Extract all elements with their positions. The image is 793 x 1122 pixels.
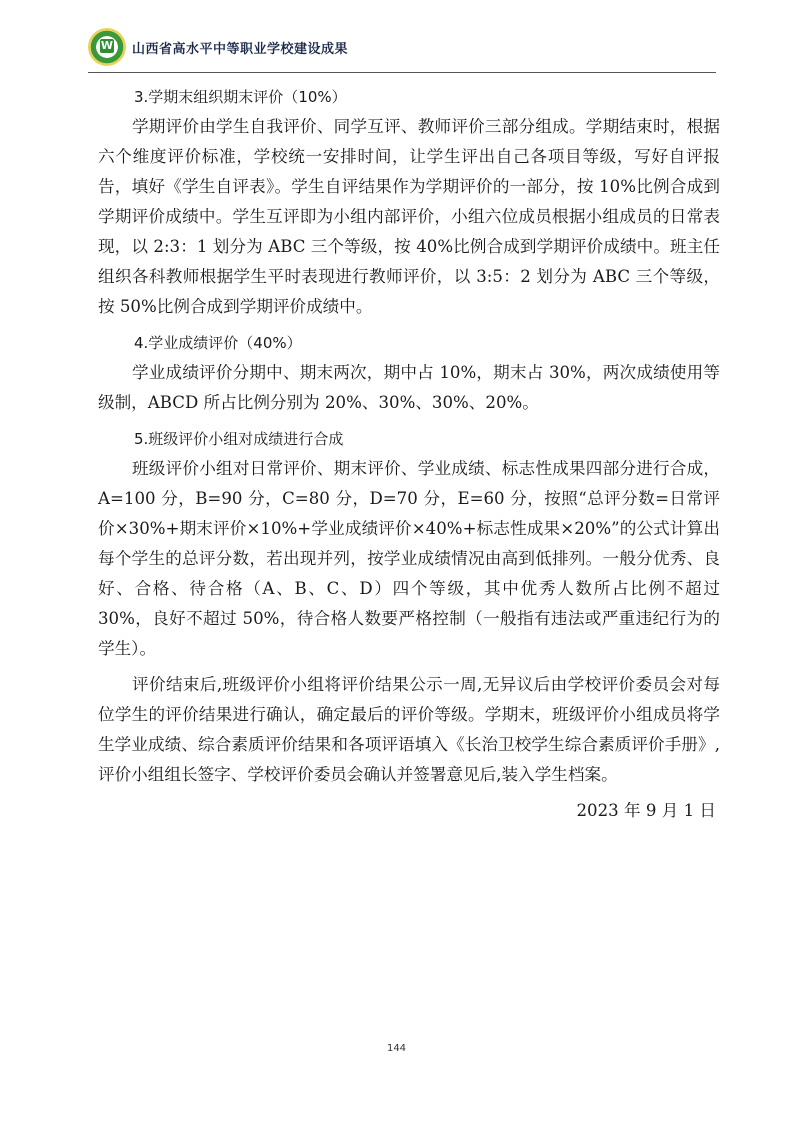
paragraph: 评价结束后,班级评价小组将评价结果公示一周,无异议后由学校评价委员会对每位学生的评价结果进行确认，确定最后的评价等级。学期末，班级评价小组成员将学生学业成绩、综合素质评价结果和各项评语填入《长治卫校学生综合素质评价手册》,评价小组组长签字、学校评价委员会确认并签署意见后,装入学生档案。	[98, 675, 720, 784]
page-number: 144	[386, 1043, 407, 1054]
document-body	[98, 82, 720, 826]
paragraph: 学业成绩评价分期中、期末两次，期中占 10%，期末占 30%，两次成绩使用等级制，ABCD 所占比例分别为 20%、30%、30%、20%。	[98, 363, 720, 412]
document-date: 2023 年 9 月 1 日	[576, 801, 716, 820]
page-header	[88, 28, 716, 73]
section-heading-3: 3.学期末组织期末评价（10%）	[134, 88, 347, 106]
section-heading-4: 4.学业成绩评价（40%）	[134, 334, 302, 352]
school-logo-icon: W	[88, 28, 126, 66]
header-title: 山西省高水平中等职业学校建设成果	[132, 42, 349, 57]
paragraph: 学期评价由学生自我评价、同学互评、教师评价三部分组成。学期结束时，根据六个维度评价标准，学校统一安排时间，让学生评出自己各项目等级，写好自评报告，填好《学生自评表》。学生自评结果作为学期评价的一部分，按 10%比例合成到学期评价成绩中。学生互评即为小组内部评价，小组六位成员根据小组成员的日常表现，以 2:3：1 划分为 ABC 三个等级，按 40%比例合成到学期评价成绩中。班主任组织各科教师根据学生平时表现进行教师评价，以 3:5：2 划分为 ABC 三个等级，按 50%比例合成到学期评价成绩中。	[98, 117, 720, 316]
paragraph: 班级评价小组对日常评价、期末评价、学业成绩、标志性成果四部分进行合成，A=100 分，B=90 分，C=80 分，D=70 分，E=60 分，按照“总评分数=日常评价×30%+期末评价×10%+学业成绩评价×40%+标志性成果×20%”的公式计算出每个学生的总评分数，若出现并列，按学业成绩情况由高到低排列。一般分优秀、良好、合格、待合格（A、B、C、D）四个等级，其中优秀人数所占比例不超过 30%，良好不超过 50%，待合格人数要严格控制（一般指有违法或严重违纪行为的学生）。	[98, 459, 720, 658]
section-heading-5: 5.班级评价小组对成绩进行合成	[134, 430, 344, 448]
